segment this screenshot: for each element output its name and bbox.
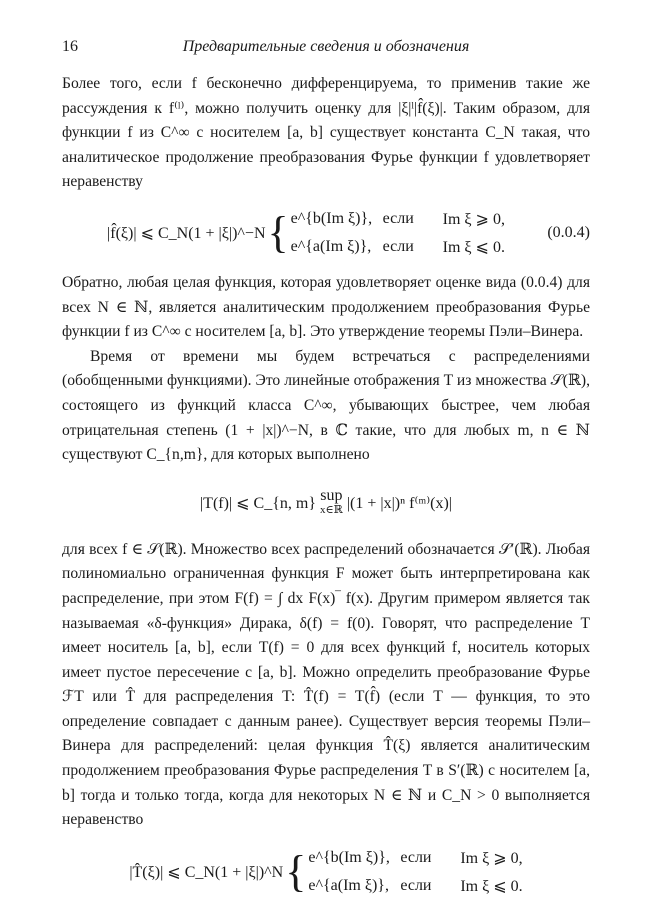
eq3-case2-word: если [400, 876, 432, 894]
paragraph-2: Обратно, любая целая функция, которая удовлетворяет оценке вида (0.0.4) для всех N ∈ ℕ, является аналитическим продолжением преобразования Фурье функции f из C^∞ с носителем [a, b]. Это утверждение теоремы Пэли–Винера. [62, 273, 590, 341]
equation-number: (0.0.4) [547, 223, 590, 241]
eq1-case1-word: если [382, 209, 414, 227]
sup-limit: x∈ℝ [320, 503, 343, 516]
equation-1-cases [291, 205, 505, 261]
paragraph-1: Более того, если f бесконечно дифференцируема, то применив такие же рассуждения к f⁽ˡ⁾, можно получить оценку для |ξ|ˡ|f̂(ξ)|. Таким образом, для функции f из C^∞ с носителем [a, b] существует константа C_N такая, что аналитическое продолжение преобразования Фурье функции f удовлетворяет неравенству [62, 75, 590, 191]
paragraph-3: Время от времени мы будем встречаться с распределениями (обобщенными функциями). Это линейные отображения T из множества 𝒮(ℝ), состоящего из функций класса C^∞, убывающих быстрее, чем любая отрицательная степень (1 + |x|)^−N, в ℂ такие, что для любых m, n ∈ ℕ существуют C_{n,m}, для которых выполнено [62, 347, 590, 464]
equation-1-lhs: |f̂(ξ)| ⩽ C_N(1 + |ξ|)^−N [107, 224, 266, 242]
sup-operator: sup [320, 486, 343, 504]
equation-1-brace: { [267, 207, 289, 257]
page [62, 38, 590, 911]
eq1-case1-value: e^{b(Im ξ)}, [290, 209, 373, 227]
paragraph-4: для всех f ∈ 𝒮(ℝ). Множество всех распределений обозначается 𝒮′(ℝ). Любая полиномиально ограниченная функция F может быть интерпретирована как распределение, при этом F(f) = ∫ dx F(x)‾ f(x). Другим примером является так называемая «δ-функция» Дирака, δ(f) = f(0). Говорят, что распределение T имеет носитель [a, b], если T(f) = 0 для всех функций f, носитель которых имеет пустое пересечение с [a, b]. Можно определить преобразование Фурье ℱT или T̂ для распределения T: T̂(f) = T(f̂) (если T — функция, то это определение совпадает с данным ранее). Существует версия теоремы Пэли–Винера для распределений: целая функция T̂(ξ) является аналитическим продолжением преобразования Фурье распределения T в S′(ℝ) с носителем [a, b] тогда и только тогда, когда для некоторых N ∈ ℕ и C_N > 0 выполняется неравенство [62, 540, 590, 829]
equation-2-rhs: |(1 + |x|)ⁿ f⁽ᵐ⁾(x)| [346, 494, 453, 512]
equation-3-cases [308, 844, 522, 900]
running-title: Предварительные сведения и обозначения [182, 38, 470, 55]
eq3-case1-cond: Im ξ ⩾ 0, [460, 849, 523, 867]
eq3-case2-cond: Im ξ ⩽ 0. [460, 877, 523, 895]
eq1-case1-cond: Im ξ ⩾ 0, [442, 210, 505, 228]
eq3-case1-word: если [400, 848, 432, 866]
equation-2-sup [320, 486, 343, 517]
equation-1 [62, 195, 590, 271]
eq1-case2-cond: Im ξ ⩽ 0. [442, 238, 505, 256]
eq3-case2-value: e^{a(Im ξ)}, [308, 876, 389, 894]
running-head [62, 38, 590, 60]
equation-3-brace: { [285, 846, 307, 896]
equation-2 [62, 468, 590, 538]
eq3-case1-value: e^{b(Im ξ)}, [308, 848, 390, 866]
page-number: 16 [62, 38, 78, 55]
equation-2-lhs: |T(f)| ⩽ C_{n, m} [199, 494, 317, 512]
eq1-case2-word: если [382, 237, 414, 255]
equation-3 [62, 833, 590, 911]
equation-3-lhs: |T̂(ξ)| ⩽ C_N(1 + |ξ|)^N [129, 863, 284, 881]
eq1-case2-value: e^{a(Im ξ)}, [290, 237, 372, 255]
